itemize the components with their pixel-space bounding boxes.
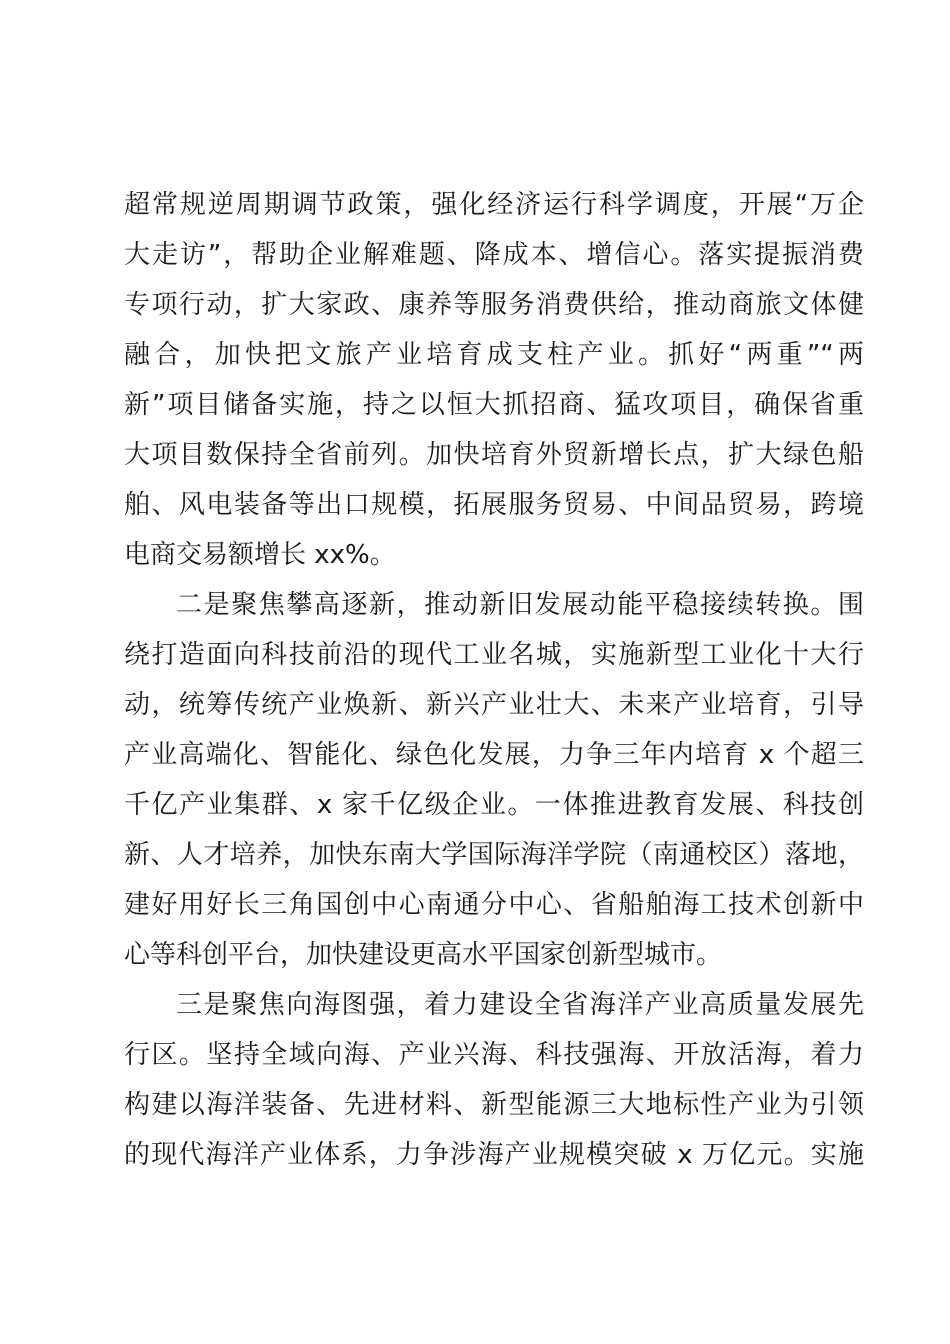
paragraph-1-line-2: 大走访”，帮助企业解难题、降成本、增信心。落实提振消费 bbox=[124, 240, 864, 270]
paragraph-3-line-3: 构建以海洋装备、先进材料、新型能源三大地标性产业为引领 bbox=[124, 1090, 864, 1120]
paragraph-2-line-6: 新、人才培养，加快东南大学国际海洋学院（南通校区）落地， bbox=[124, 840, 864, 870]
paragraph-1-line-4: 融合，加快把文旅产业培育成支柱产业。抓好“两重”“两 bbox=[124, 340, 864, 370]
paragraph-2-line-5: 千亿产业集群、x 家千亿级企业。一体推进教育发展、科技创 bbox=[124, 790, 864, 820]
paragraph-1-line-7: 舶、风电装备等出口规模，拓展服务贸易、中间品贸易，跨境 bbox=[124, 490, 864, 520]
paragraph-2-line-2: 绕打造面向科技前沿的现代工业名城，实施新型工业化十大行 bbox=[124, 640, 864, 670]
paragraph-1-line-1: 超常规逆周期调节政策，强化经济运行科学调度，开展“万企 bbox=[124, 190, 864, 220]
paragraph-2-line-8: 心等科创平台，加快建设更高水平国家创新型城市。 bbox=[124, 940, 723, 970]
paragraph-1-line-6: 大项目数保持全省前列。加快培育外贸新增长点，扩大绿色船 bbox=[124, 440, 864, 470]
paragraph-2-line-3: 动，统筹传统产业焕新、新兴产业壮大、未来产业培育，引导 bbox=[124, 690, 864, 720]
paragraph-3-line-1: 三是聚焦向海图强，着力建设全省海洋产业高质量发展先 bbox=[176, 990, 864, 1020]
paragraph-1-line-8: 电商交易额增长 xx%。 bbox=[124, 540, 396, 570]
paragraph-3-line-2: 行区。坚持全域向海、产业兴海、科技强海、开放活海，着力 bbox=[124, 1040, 864, 1070]
body-text bbox=[124, 180, 864, 1180]
paragraph-1-line-5: 新”项目储备实施，持之以恒大抓招商、猛攻项目，确保省重 bbox=[124, 390, 864, 420]
paragraph-2-line-7: 建好用好长三角国创中心南通分中心、省船舶海工技术创新中 bbox=[124, 890, 864, 920]
paragraph-3-line-4: 的现代海洋产业体系，力争涉海产业规模突破 x 万亿元。实施 bbox=[124, 1140, 864, 1170]
paragraph-1-line-3: 专项行动，扩大家政、康养等服务消费供给，推动商旅文体健 bbox=[124, 290, 864, 320]
paragraph-2-line-1: 二是聚焦攀高逐新，推动新旧发展动能平稳接续转换。围 bbox=[176, 590, 864, 620]
paragraph-2-line-4: 产业高端化、智能化、绿色化发展，力争三年内培育 x 个超三 bbox=[124, 740, 864, 770]
